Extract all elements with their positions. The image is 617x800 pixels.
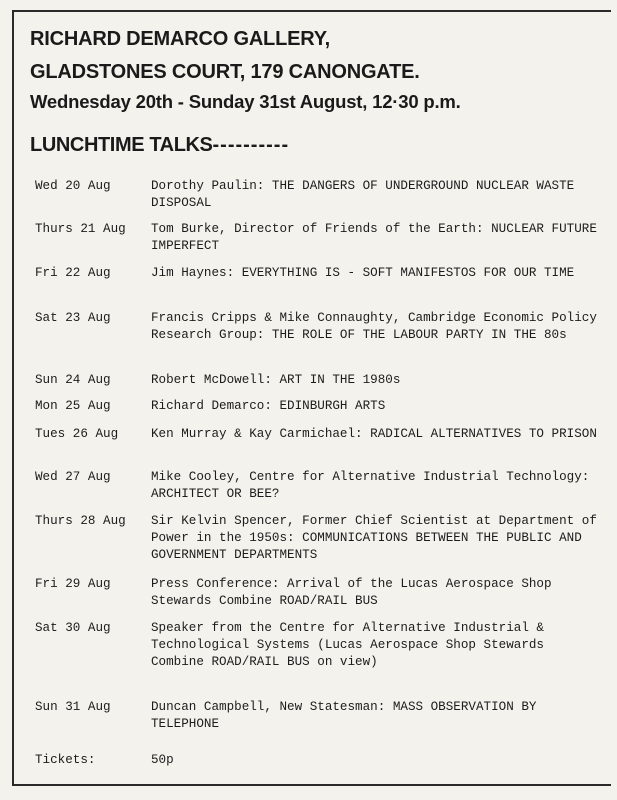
section-title-dashes: ----------: [212, 134, 290, 156]
talk-date: Sun 31 Aug: [35, 700, 111, 714]
talk-date: Fri 22 Aug: [35, 266, 111, 280]
talk-description: Speaker from the Centre for Alternative Industrial & Technological Systems (Lucas Aerospace Shop Stewards Combine ROAD/RAIL BUS on view): [151, 621, 544, 669]
talk-date: Wed 27 Aug: [35, 470, 111, 484]
talk-description: Ken Murray & Kay Carmichael: RADICAL ALTERNATIVES TO PRISON: [151, 427, 597, 441]
section-title: [30, 134, 289, 157]
talk-date: Tues 26 Aug: [35, 427, 119, 441]
talk-description: Sir Kelvin Spencer, Former Chief Scientist at Department of Power in the 1950s: COMMUNICATIONS BETWEEN THE PUBLIC AND GOVERNMENT DEPARTMENTS: [151, 514, 597, 562]
tickets-price: 50p: [151, 753, 174, 767]
gallery-address: GLADSTONES COURT, 179 CANONGATE.: [30, 61, 420, 83]
talk-description: Dorothy Paulin: THE DANGERS OF UNDERGROUND NUCLEAR WASTE DISPOSAL: [151, 179, 575, 210]
talk-date: Thurs 28 Aug: [35, 514, 126, 528]
talk-date: Sat 30 Aug: [35, 621, 111, 635]
tickets-label: Tickets:: [35, 753, 96, 767]
talk-description: Robert McDowell: ART IN THE 1980s: [151, 373, 401, 387]
talk-date: Thurs 21 Aug: [35, 222, 126, 236]
talk-date: Mon 25 Aug: [35, 399, 111, 413]
event-dates: Wednesday 20th - Sunday 31st August, 12·30 p.m.: [30, 91, 461, 112]
talk-date: Fri 29 Aug: [35, 577, 111, 591]
gallery-name: RICHARD DEMARCO GALLERY,: [30, 28, 331, 50]
talk-date: Wed 20 Aug: [35, 179, 111, 193]
talk-description: Jim Haynes: EVERYTHING IS - SOFT MANIFESTOS FOR OUR TIME: [151, 266, 575, 280]
talk-description: Duncan Campbell, New Statesman: MASS OBSERVATION BY TELEPHONE: [151, 700, 537, 731]
talk-description: Richard Demarco: EDINBURGH ARTS: [151, 399, 386, 413]
talk-date: Sat 23 Aug: [35, 311, 111, 325]
section-title-text: LUNCHTIME TALKS: [30, 134, 213, 156]
talk-description: Mike Cooley, Centre for Alternative Industrial Technology: ARCHITECT OR BEE?: [151, 470, 590, 501]
talk-description: Tom Burke, Director of Friends of the Earth: NUCLEAR FUTURE IMPERFECT: [151, 222, 597, 253]
talk-date: Sun 24 Aug: [35, 373, 111, 387]
talk-description: Press Conference: Arrival of the Lucas Aerospace Shop Stewards Combine ROAD/RAIL BUS: [151, 577, 552, 608]
talk-description: Francis Cripps & Mike Connaughty, Cambridge Economic Policy Research Group: THE ROLE OF THE LABOUR PARTY IN THE 80s: [151, 311, 597, 342]
